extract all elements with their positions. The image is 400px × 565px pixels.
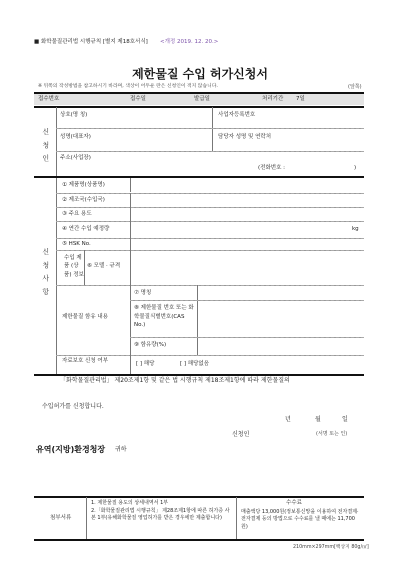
content-percent-label: ⑨ 함유량(%) [134,342,167,348]
hsk-number-label: ⑤ HSK No. [62,241,91,247]
main-use-label: ③ 주요 용도 [62,211,92,217]
instruction-note: ※ 뒤쪽의 작성방법을 참고하시기 바라며, 색상이 어두운 란은 신청인이 적지 않습니다. [38,84,218,89]
declaration-line2: 수입허가를 신청합니다. [42,403,104,410]
attachment-item-2: 2.「화학물질관리법 시행규칙」 제28조제1항에 따른 허가증 사본 1부(유해화학물질 영업허가를 받은 경우에만 제출합니다) [91,508,230,522]
business-reg-number-label: 사업자등록번호 [218,112,256,118]
contact-person-label: 담당자 성명 및 연락처 [218,134,272,140]
recipient-honorific: 귀하 [115,446,127,453]
fee-label: 수수료 [286,500,302,506]
annual-import-unit: kg [352,226,359,232]
law-reference: ■ 화학물질관리법 시행규칙 [별지 제18호서식] [34,39,148,45]
manufacture-country-label: ② 제조국(수입국) [62,197,105,203]
model-spec-label: ⑥ 모델 · 규격 [87,263,121,269]
product-name-label: ① 제품명(상품명) [62,182,105,188]
signature-note: (서명 또는 인) [316,431,348,437]
date-year: 년 [285,416,291,423]
processing-period-value: 7일 [296,96,305,102]
paper-spec: 210mm×297mm[백상지 80g/㎡] [293,545,369,550]
receipt-number: 접수번호 [38,96,60,102]
page-side: (앞쪽) [348,84,362,90]
data-protection-label: 자료보호 신청 여부 [62,358,109,364]
substance-name-label: ⑦ 명칭 [134,290,152,296]
amend-date: <개정 2019. 12. 20.> [160,39,219,45]
attachment-item-1: 1. 제한물질 용도의 상세내역서 1부 [91,500,169,506]
representative-label: 성명(대표자) [60,134,91,140]
business-name-label: 상호(명 칭) [60,112,88,118]
receipt-row [34,94,364,105]
applicant-sign-label: 신청인 [232,431,250,438]
protection-no-checkbox[interactable]: [ ] 해당없음 [180,361,210,367]
substance-id-label: ⑧ 제한물질 번호 또는 화학물질식별번호(CAS No.) [134,305,194,329]
item-section-label: 신 청 사 항 [41,248,50,297]
date-day: 일 [342,416,348,423]
processing-period-label: 처리기간 [262,96,284,102]
phone-label: (전화번호 : [258,165,285,171]
annual-import-label: ④ 연간 수입 예정량 [62,226,110,232]
receipt-date: 접수일 [130,96,146,102]
applicant-section-label: 신 청 인 [41,128,50,164]
recipient: 유역(지방)환경청장 [36,445,106,454]
product-info-group: 수입 제품 (상품) 정보 [64,255,84,278]
phone-close: ) [354,165,357,171]
restricted-content-group: 제한물질 함유 내용 [62,314,109,320]
address-label: 주소(사업장) [60,155,91,161]
date-month: 월 [315,416,321,423]
protection-yes-checkbox[interactable]: [ ] 해당 [136,361,155,367]
declaration-line1: 「화학물질관리법」 제20조제1항 및 같은 법 시행규칙 제18조제1항에 따라 제한물질의 [60,377,290,384]
page-title: 제한물질 수입 허가신청서 [132,67,268,81]
issue-date: 발급일 [194,96,210,102]
fee-text: 매출액당 13,000원(정보통신망을 이용하여 전자결제·전자결제 등의 방법으로 수수료를 낼 때에는 11,700원) [241,509,359,530]
attachments-label: 첨부서류 [50,515,72,521]
